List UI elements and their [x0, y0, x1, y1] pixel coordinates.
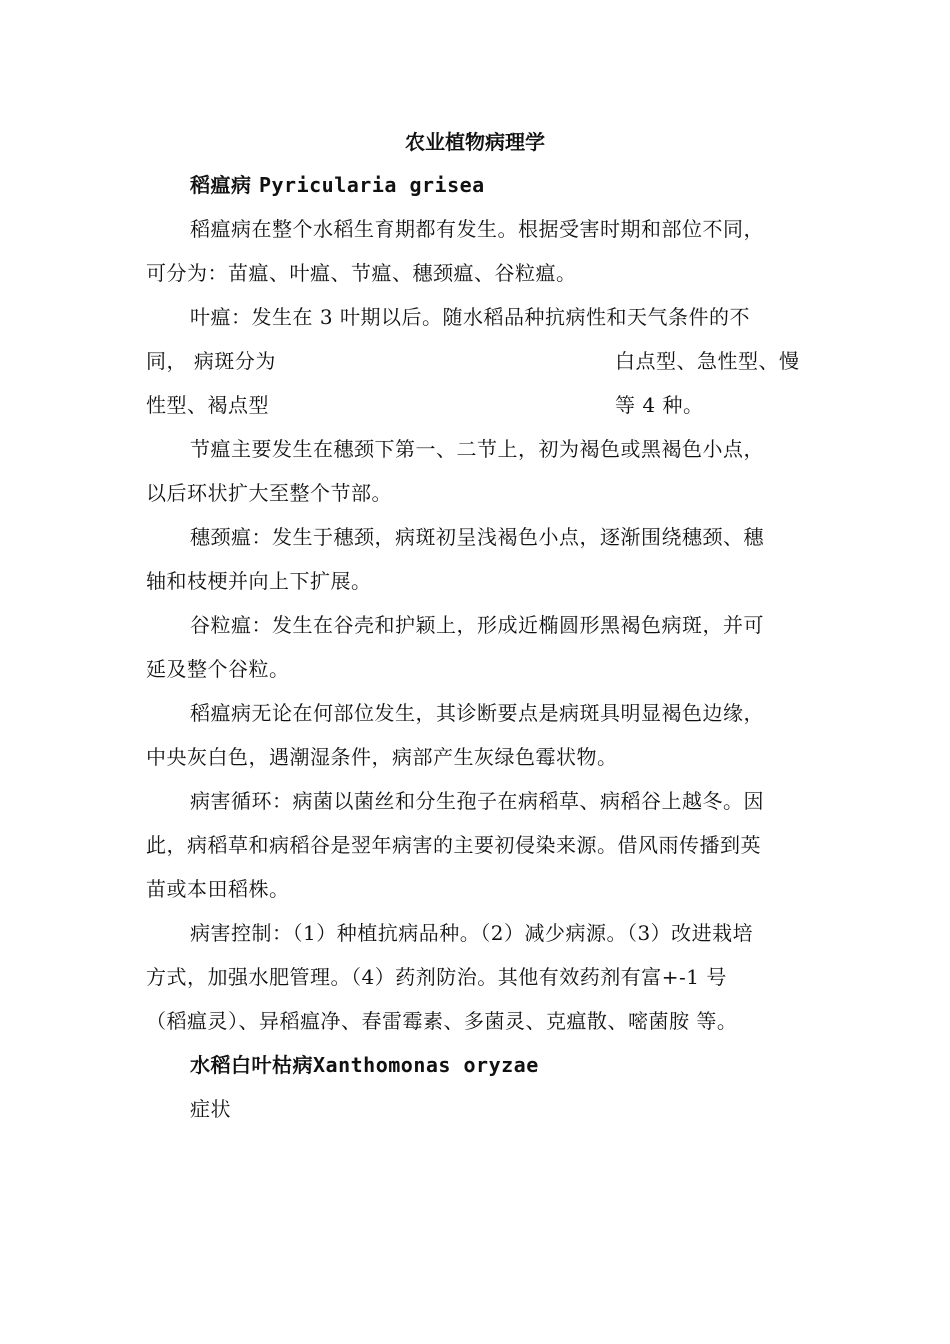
paragraph-line: 可分为：苗瘟、叶瘟、节瘟、穗颈瘟、谷粒瘟。 [146, 261, 577, 285]
section-heading-rice-blast [190, 170, 485, 200]
paragraph-line: 以后环状扩大至整个节部。 [146, 481, 392, 505]
paragraph-line: 叶瘟：发生在 3 叶期以后。随水稻品种抗病性和天气条件的不 [190, 305, 750, 329]
subheading-symptoms: 症状 [190, 1097, 231, 1121]
paragraph-line: 方式，加强水肥管理。（4）药剂防治。其他有效药剂有富+-1 号 [146, 965, 727, 989]
section-heading-bacterial-blight [190, 1050, 539, 1080]
paragraph-line: 等 4 种。 [615, 393, 704, 417]
paragraph-line: 同， 病斑分为 [146, 349, 276, 373]
section-heading-cn: 水稻白叶枯病 [190, 1053, 313, 1077]
paragraph-line: 延及整个谷粒。 [146, 657, 290, 681]
paragraph-line: （稻瘟灵）、异稻瘟净、春雷霉素、多菌灵、克瘟散、嘧菌胺 等。 [146, 1009, 738, 1033]
section-heading-latin: Xanthomonas oryzae [313, 1053, 539, 1077]
paragraph-line: 性型、褐点型 [146, 393, 269, 417]
paragraph-line: 节瘟主要发生在穗颈下第一、二节上，初为褐色或黑褐色小点， [190, 437, 764, 461]
paragraph-line: 穗颈瘟：发生于穗颈，病斑初呈浅褐色小点，逐渐围绕穗颈、穗 [190, 525, 764, 549]
paragraph-line: 中央灰白色，遇潮湿条件，病部产生灰绿色霉状物。 [146, 745, 618, 769]
paragraph-line: 苗或本田稻株。 [146, 877, 290, 901]
paragraph-line: 轴和枝梗并向上下扩展。 [146, 569, 372, 593]
paragraph-line: 病害控制：（1）种植抗病品种。（2）减少病源。（3）改进栽培 [190, 921, 754, 945]
paragraph-line: 白点型、急性型、慢 [615, 349, 800, 373]
paragraph-line: 稻瘟病无论在何部位发生，其诊断要点是病斑具明显褐色边缘， [190, 701, 764, 725]
section-heading-latin: Pyricularia grisea [258, 173, 485, 197]
paragraph-line: 病害循环：病菌以菌丝和分生孢子在病稻草、病稻谷上越冬。因 [190, 789, 764, 813]
paragraph-line: 稻瘟病在整个水稻生育期都有发生。根据受害时期和部位不同， [190, 217, 764, 241]
page-title: 农业植物病理学 [405, 130, 545, 154]
section-heading-cn: 稻瘟病 [190, 173, 259, 197]
paragraph-line: 此，病稻草和病稻谷是翌年病害的主要初侵染来源。借风雨传播到英 [146, 833, 761, 857]
paragraph-line: 谷粒瘟：发生在谷壳和护颖上，形成近椭圆形黑褐色病斑，并可 [190, 613, 764, 637]
